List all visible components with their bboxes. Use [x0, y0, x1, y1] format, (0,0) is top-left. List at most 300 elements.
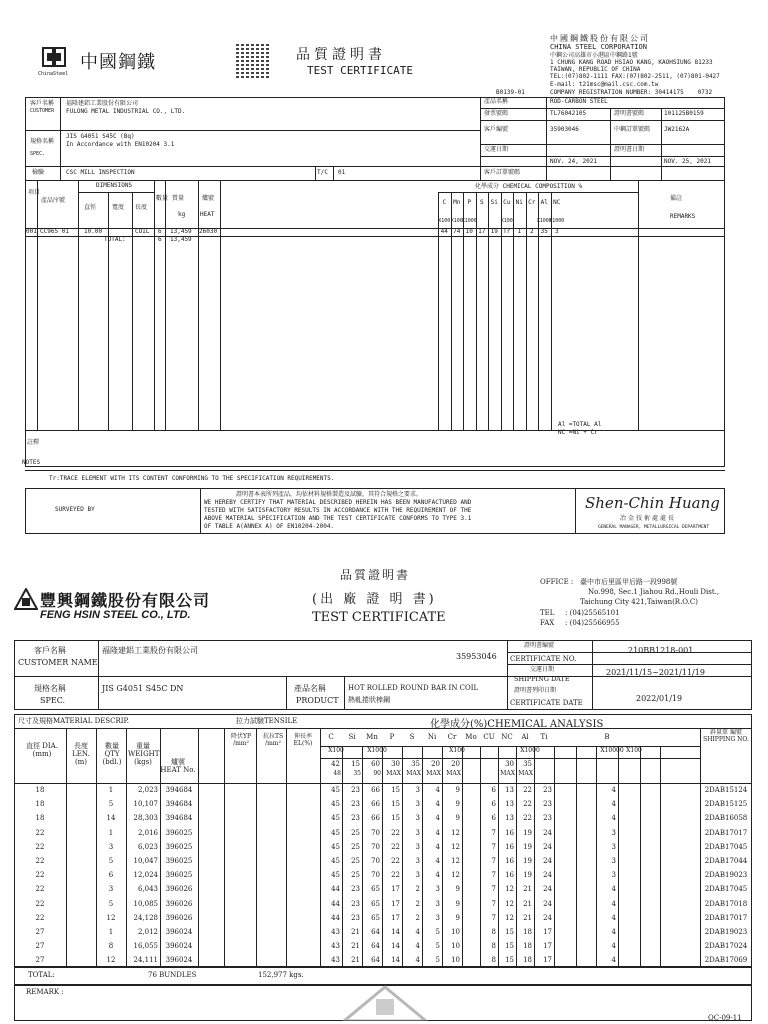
fh-row-chem-value: 24 — [543, 885, 552, 894]
fh-row-chem-value: 25 — [351, 842, 360, 851]
fh-row-ship-no: 2DAB17017 — [704, 913, 748, 922]
fh-total-bar — [14, 967, 752, 985]
fh-row-chem-value: 45 — [331, 786, 340, 794]
fh-row-chem-value: 9 — [455, 913, 460, 922]
row-product: CC965 01 — [40, 228, 69, 235]
fh-row-heat: 396026 — [165, 885, 193, 894]
fh-row-chem-value: 64 — [371, 942, 380, 951]
fh-row-ship-no: 2DAB17045 — [704, 842, 748, 851]
fh-row-chem-value: 22 — [391, 857, 400, 865]
fh-row-chem-value: 7 — [491, 913, 496, 922]
fh-row-chem-value: 15 — [391, 814, 400, 823]
fh-col-divider — [462, 746, 463, 967]
fh-row-weight: 24,111 — [133, 956, 158, 965]
fh-row-chem-value: 45 — [331, 814, 340, 823]
fh-row-chem-value: 7 — [491, 828, 496, 837]
fh-row-chem-value: 4 — [415, 942, 420, 951]
fh-chem-mult: X1000 — [520, 747, 540, 754]
fh-row-chem-value: 43 — [331, 956, 340, 965]
fh-title-zh-2: (出 廠 證 明 書) — [312, 592, 437, 607]
signature: Shen-Chin Huang — [585, 494, 720, 512]
fh-chem-limit-max: 48 — [333, 770, 341, 777]
fh-row-dia: 22 — [35, 871, 45, 880]
fh-row-chem-value: 44 — [331, 885, 340, 894]
logo-text: 中國鋼鐵 — [80, 52, 156, 73]
fh-row-chem-value: 18 — [523, 956, 532, 965]
fh-row-ship-no: 2DAB17024 — [704, 942, 748, 951]
feng-hsin-logo-icon — [14, 588, 38, 610]
fh-row-chem-value: 23 — [351, 885, 360, 894]
fh-chem-limit-max: MAX — [386, 770, 401, 777]
fh-row-chem-value: 13 — [505, 814, 514, 823]
col-chem: 化學成分 CHEMICAL COMPOSITION % — [475, 183, 583, 190]
customer-label-en: CUSTOMER — [30, 108, 55, 114]
csc-chem-col-mult: X100 — [450, 218, 463, 224]
fh-chem-col-label: Cr — [447, 733, 457, 741]
fh-row-chem-value: 12 — [505, 913, 514, 922]
inspect-value: CSC MILL INSPECTION — [66, 169, 135, 176]
cert-en-2: TESTED WITH SATISFACTORY RESULTS IN ACCORDANCE WITH THE REQUIREMENT OF THE — [204, 507, 472, 514]
fh-h-chem: 化學成分(%)CHEMICAL ANALYSIS — [430, 719, 604, 730]
fh-row-heat: 394684 — [165, 786, 193, 794]
fh-tel-label: TEL — [540, 609, 555, 617]
fh-chem-col-label: CU — [483, 733, 495, 741]
csc-chem-col-label: Si — [490, 199, 498, 206]
csc-chem-col-divider — [488, 192, 489, 430]
ship-label: 交運日期 — [484, 146, 509, 153]
fh-h-ship: 斜量單 編號 SHIPPING NO. — [703, 729, 749, 743]
fh-row-chem-value: 10 — [451, 956, 460, 965]
fh-col-divider — [660, 746, 661, 967]
row-qty: 6 — [158, 228, 162, 235]
cert-label: 證明書號碼 — [614, 110, 645, 117]
csc-chem-value: 74 — [453, 228, 461, 235]
fh-total-label: TOTAL: — [28, 971, 55, 979]
csc-chem-col-label: Cu — [503, 199, 511, 206]
cscorder-value: JW2162A — [664, 126, 690, 133]
fh-row-chem-value: 3 — [415, 814, 420, 823]
fh-row-chem-value: 22 — [391, 828, 400, 837]
fh-row-dia: 22 — [35, 913, 45, 922]
tc-label: T/C — [317, 169, 328, 176]
fh-row-chem-value: 18 — [523, 928, 532, 936]
fh-row-weight: 10,085 — [133, 899, 158, 908]
fh-row-chem-value: 15 — [505, 956, 514, 965]
fh-print-date: 2022/01/19 — [636, 694, 683, 703]
csc-chem-col-mult: X1000 — [461, 218, 477, 224]
fh-title-zh-1: 品質證明書 — [340, 568, 411, 582]
custorder-label: 客戶訂單號碼 — [484, 169, 521, 176]
fh-row-chem-value: 4 — [611, 800, 616, 809]
fh-product-label-en: PRODUCT — [296, 696, 339, 705]
fh-row-qty: 3 — [108, 842, 114, 851]
fh-row-dia: 27 — [35, 928, 45, 936]
watermark-logo-icon — [340, 985, 430, 1021]
col-length: 長度 — [135, 204, 148, 211]
fh-col-divider — [286, 728, 287, 967]
fh-row-heat: 396025 — [165, 871, 193, 880]
fh-row-heat: 396024 — [165, 956, 193, 965]
fh-row-chem-value: 3 — [435, 885, 440, 894]
fh-form-code: QC-09-11 — [708, 1014, 742, 1022]
title-zh: 品質證明書 — [296, 47, 386, 63]
fh-row-weight: 12,024 — [133, 871, 158, 880]
fh-row-chem-value: 3 — [415, 871, 420, 880]
fh-row-chem-value: 17 — [543, 942, 552, 951]
fh-row-chem-value: 45 — [331, 857, 340, 865]
address-en-2: TAIWAN, REPUBLIC OF CHINA — [550, 66, 641, 73]
fh-row-chem-value: 4 — [435, 828, 440, 837]
fh-row-chem-value: 14 — [391, 928, 400, 936]
fh-chem-col-label: S — [409, 733, 415, 741]
fh-row-chem-value: 66 — [371, 786, 380, 794]
fh-row-chem-value: 4 — [611, 786, 616, 794]
fh-row-heat: 396025 — [165, 857, 193, 865]
fh-row-chem-value: 10 — [451, 942, 460, 951]
col-heat: 爐號 — [202, 195, 215, 202]
reg-no: 30414175 — [654, 89, 684, 96]
fh-row-chem-value: 3 — [611, 857, 616, 865]
fh-ship-label-en: SHIPPING DATE — [514, 675, 570, 683]
fh-row-heat: 396024 — [165, 928, 193, 936]
fh-row-heat: 394684 — [165, 800, 193, 809]
csc-chem-value: 44 — [440, 228, 448, 235]
fh-row-chem-value: 43 — [331, 942, 340, 951]
fh-row-chem-value: 23 — [543, 800, 552, 809]
fh-row-chem-value: 9 — [455, 885, 460, 894]
fh-row-chem-value: 4 — [415, 928, 420, 936]
csc-chem-col-divider — [463, 192, 464, 430]
fh-row-qty: 6 — [108, 871, 114, 880]
fh-row-qty: 1 — [108, 928, 114, 936]
fh-row-chem-value: 66 — [371, 814, 380, 823]
fh-row-weight: 16,055 — [133, 942, 158, 951]
fh-row-ship-no: 2DAB17069 — [704, 956, 748, 965]
fh-row-chem-value: 65 — [371, 899, 380, 908]
product-value: ROD-CARBON STEEL — [550, 98, 608, 105]
fh-tel: : (04)25565101 — [565, 609, 620, 617]
fh-row-chem-value: 4 — [435, 857, 440, 865]
fh-h-qty: 數量 QTY (bdl.) — [102, 742, 122, 767]
fh-total-bundles: 76 BUNDLES — [148, 971, 197, 979]
form-no: B0139-01 — [496, 89, 525, 96]
fh-chem-col-label: Ti — [540, 733, 548, 741]
title-en: TEST CERTIFICATE — [307, 64, 413, 77]
col-product-no: 產品序號 — [41, 197, 66, 204]
fh-row-heat: 396024 — [165, 942, 193, 951]
fh-row-chem-value: 2 — [415, 913, 420, 922]
fh-row-chem-value: 14 — [391, 956, 400, 965]
csc-chem-value: Tr — [503, 228, 511, 235]
fh-row-qty: 5 — [108, 800, 114, 809]
fh-chem-mult: X100 — [626, 747, 642, 754]
fh-row-chem-value: 12 — [505, 885, 514, 894]
fh-row-chem-value: 21 — [351, 942, 360, 951]
fh-row-dia: 22 — [35, 885, 45, 894]
csc-chem-col-mult: X1000 — [536, 218, 552, 224]
csc-chem-value: 1 — [517, 228, 522, 235]
fh-row-chem-value: 24 — [543, 842, 552, 851]
fh-row-chem-value: 70 — [371, 842, 380, 851]
customer-en: FULONG METAL INDUSTRIAL CO., LTD. — [66, 108, 186, 115]
china-steel-logo-icon — [42, 46, 68, 68]
fh-row-chem-value: 21 — [351, 956, 360, 965]
fh-row-chem-value: 3 — [415, 828, 420, 837]
fh-row-qty: 8 — [108, 942, 114, 951]
fh-col-divider — [224, 728, 225, 967]
fh-row-chem-value: 19 — [523, 842, 532, 851]
csc-chem-col-label: Ni — [515, 199, 523, 206]
csc-chem-col-label: C — [442, 199, 447, 206]
fh-row-heat: 394684 — [165, 814, 193, 823]
fh-row-chem-value: 4 — [611, 928, 616, 936]
fh-row-chem-value: 4 — [435, 842, 440, 851]
fh-remark-label: REMARK : — [26, 988, 64, 996]
fh-row-chem-value: 4 — [435, 786, 440, 794]
fh-row-chem-value: 64 — [371, 928, 380, 936]
fh-cust-no: 35953046 — [456, 652, 497, 661]
email: E-mail: t21msc@mail.csc.com.tw — [550, 81, 659, 88]
fh-row-dia: 22 — [35, 828, 45, 837]
fh-row-chem-value: 22 — [523, 786, 532, 794]
fh-row-chem-value: 24 — [543, 828, 552, 837]
customer-label-zh: 客戶名稱 — [30, 100, 55, 107]
csc-chem-value: 3 — [554, 228, 559, 235]
fh-chem-limit-min: 60 — [371, 760, 380, 768]
fh-h-yp: 降伏YP /mm² — [231, 733, 251, 747]
fh-chem-limit-max: MAX — [500, 770, 515, 777]
fh-row-dia: 18 — [35, 800, 45, 809]
fh-chem-mult: X1000 — [367, 747, 387, 754]
fh-row-chem-value: 17 — [391, 899, 400, 908]
fh-row-dia: 27 — [35, 956, 45, 965]
fh-row-chem-value: 23 — [543, 814, 552, 823]
notes-zh: 註釋 — [27, 439, 40, 446]
fh-row-chem-value: 21 — [523, 913, 532, 922]
cert-en-4: OF TABLE A(ANNEX A) OF EN10204-2004. — [204, 523, 335, 530]
customer-zh: 福隆建鋁工業股份有限公司 — [66, 100, 139, 107]
fh-row-chem-value: 70 — [371, 828, 380, 837]
fh-row-chem-value: 16 — [505, 871, 514, 880]
fh-row-chem-value: 10 — [451, 928, 460, 936]
fh-row-qty: 12 — [106, 956, 116, 965]
col-dimensions: DIMENSIONS — [96, 182, 133, 189]
col-heat-en: HEAT — [200, 211, 215, 218]
fh-h-dia: 直徑 DIA. (mm) — [26, 742, 58, 759]
fh-office-en-2: Taichung City 421,Taiwan(R.O.C) — [580, 598, 698, 606]
fh-row-chem-value: 70 — [371, 857, 380, 865]
fh-row-chem-value: 13 — [505, 800, 514, 809]
company-zh: 中國鋼鐵股份有限公司 — [550, 34, 650, 43]
fh-row-chem-value: 9 — [455, 814, 460, 823]
cert-en-1: WE HEREBY CERTIFY THAT MATERIAL DESCRIBED HEREIN HAS BEEN MANUFACTURED AND — [204, 499, 472, 506]
fh-row-chem-value: 2 — [415, 899, 420, 908]
fh-row-chem-value: 7 — [491, 899, 496, 908]
fh-col-divider — [618, 746, 619, 967]
fh-row-chem-value: 12 — [451, 842, 460, 851]
cert-zh: 證明書本表所列產品，均依材料規格製造及試驗，其符合規格之要求。 — [236, 491, 423, 498]
fh-row-ship-no: 2DAB17017 — [704, 828, 748, 837]
fh-row-chem-value: 9 — [455, 786, 460, 794]
fh-row-chem-value: 17 — [543, 956, 552, 965]
fh-chem-col-label: Mo — [465, 733, 477, 741]
fh-print-label-en: CERTIFICATE DATE — [510, 699, 583, 707]
fh-row-chem-value: 4 — [611, 956, 616, 965]
fh-chem-col-label: Mn — [366, 733, 378, 741]
fh-row-ship-no: 2DAB17044 — [704, 857, 748, 865]
fh-row-qty: 3 — [108, 885, 114, 894]
col-remarks-en: REMARKS — [670, 213, 696, 220]
col-qty: 數量 — [156, 195, 169, 202]
fh-office-en-1: No.998, Sec.1 Jiahou Rd.,Houli Dist., — [588, 588, 720, 596]
fh-total-weight: 152,977 kgs. — [258, 971, 304, 979]
csc-chem-col-label: S — [479, 199, 484, 206]
fh-row-chem-value: 65 — [371, 913, 380, 922]
fh-row-chem-value: 66 — [371, 800, 380, 809]
fh-row-heat: 396026 — [165, 913, 193, 922]
fh-h-tensile: 拉力試驗TENSILE — [236, 717, 298, 725]
csc-chem-col-divider — [551, 192, 552, 430]
fh-chem-limit-min: 42 — [331, 760, 340, 768]
fh-row-chem-value: 21 — [351, 928, 360, 936]
ship-value: NOV. 24, 2021 — [550, 158, 597, 165]
fh-row-qty: 1 — [108, 828, 114, 837]
address-en-1: 1 CHUNG KANG ROAD HSIAO KANG, KAOHSIUNG 81233 — [550, 59, 713, 66]
fh-chem-limit-min: 20 — [431, 760, 440, 768]
fh-row-qty: 5 — [108, 899, 114, 908]
fh-row-chem-value: 15 — [391, 800, 400, 809]
spec-line-1: JIS G4051 S45C (Bq) — [66, 133, 135, 140]
fh-row-chem-value: 21 — [523, 899, 532, 908]
csc-chem-col-label: Mn — [453, 199, 461, 206]
fh-row-chem-value: 17 — [391, 885, 400, 894]
fh-row-chem-value: 19 — [523, 871, 532, 880]
sign-title-en: GENERAL MANAGER, METALLURGICAL DEPARTMENT — [598, 525, 710, 530]
address-zh: 中鋼公司高雄市小港區中鋼路1號 — [550, 52, 638, 59]
fh-spec-value: JIS G4051 S45C DN — [102, 684, 184, 693]
fh-row-chem-value: 45 — [331, 800, 340, 809]
fh-h-weight: 重量 WEIGHT (kgs) — [128, 742, 160, 767]
fh-row-chem-value: 23 — [351, 814, 360, 823]
fh-ship-label-zh: 交運日期 — [530, 666, 555, 673]
csc-chem-col-divider — [451, 192, 452, 430]
fh-row-chem-value: 7 — [491, 885, 496, 894]
fh-cert-no: 210BB1218-001 — [628, 646, 694, 655]
fh-col-divider — [640, 746, 641, 967]
fh-row-chem-value: 6 — [491, 814, 496, 823]
fh-row-chem-value: 21 — [523, 885, 532, 894]
spec-line-2: In Accordance with EN10204 3.1 — [66, 141, 175, 148]
fh-row-chem-value: 18 — [523, 942, 532, 951]
fh-ship-date: 2021/11/15~2021/11/19 — [606, 668, 705, 677]
fh-row-dia: 27 — [35, 942, 45, 951]
fh-row-weight: 2,016 — [137, 828, 158, 837]
csc-chem-value: 17 — [478, 228, 486, 235]
fh-customer-label-zh: 客戶名稱 — [34, 646, 66, 655]
fh-row-weight: 10,047 — [133, 857, 158, 865]
cert-en-3: ABOVE MATERIAL SPECIFICATION AND THE TEST CERTIFICATE CONFORMS TO TYPE 3.1 — [204, 515, 472, 522]
fh-row-chem-value: 5 — [435, 956, 440, 965]
fh-row-chem-value: 24 — [543, 871, 552, 880]
fh-row-chem-value: 3 — [415, 786, 420, 794]
csc-chem-value: 10 — [465, 228, 473, 235]
fh-chem-col-label: NC — [501, 733, 513, 741]
fh-row-chem-value: 12 — [451, 857, 460, 865]
row-total-label: TOTAL: — [104, 236, 126, 243]
csc-chem-col-mult: X100 — [500, 218, 513, 224]
csc-chem-col-label: P — [467, 199, 472, 206]
fh-row-heat: 396025 — [165, 828, 193, 837]
row-item: 001 — [26, 228, 37, 235]
fh-row-chem-value: 2 — [415, 885, 420, 894]
fh-row-chem-value: 3 — [611, 871, 616, 880]
fh-row-chem-value: 15 — [391, 786, 400, 794]
fh-chem-limit-min: 20 — [451, 760, 460, 768]
fh-row-chem-value: 45 — [331, 842, 340, 851]
fh-row-chem-value: 25 — [351, 857, 360, 865]
fh-row-chem-value: 43 — [331, 928, 340, 936]
fh-row-chem-value: 16 — [505, 857, 514, 865]
fh-row-dia: 18 — [35, 814, 45, 823]
fh-row-chem-value: 16 — [505, 828, 514, 837]
notes-en: NOTES — [22, 459, 41, 466]
fh-row-chem-value: 23 — [543, 786, 552, 794]
fh-row-chem-value: 5 — [435, 928, 440, 936]
fh-cert-no-label-en: CERTIFICATE NO. — [510, 655, 577, 663]
fh-chem-col-label: Si — [348, 733, 356, 741]
fh-row-weight: 6,043 — [137, 885, 158, 894]
fh-row-chem-value: 9 — [455, 800, 460, 809]
fh-row-chem-value: 4 — [415, 956, 420, 965]
row-length: COIL — [135, 228, 150, 235]
fh-row-chem-value: 23 — [351, 899, 360, 908]
fh-row-chem-value: 25 — [351, 828, 360, 837]
reg-suffix: 0732 — [697, 89, 713, 96]
fh-row-chem-value: 45 — [331, 871, 340, 880]
fh-chem-limit-min: 35 — [523, 760, 532, 768]
fh-row-chem-value: 12 — [451, 871, 460, 880]
note-al: Al =TOTAL Al — [558, 421, 602, 428]
csc-chem-col-label: Cr — [528, 199, 536, 206]
fh-row-chem-value: 13 — [505, 786, 514, 794]
fh-row-qty: 12 — [106, 913, 116, 922]
col-mass-unit: kg — [178, 211, 186, 218]
fh-spec-label-zh: 規格名稱 — [34, 684, 66, 693]
fh-row-ship-no: 2DAB19023 — [704, 871, 748, 880]
custno-value: 35903046 — [550, 126, 579, 133]
fh-row-qty: 5 — [108, 857, 114, 865]
fh-row-weight: 2,023 — [137, 786, 158, 794]
fh-row-chem-value: 9 — [455, 899, 460, 908]
notes-text: Tr:TRACE ELEMENT WITH ITS CONTENT CONFORMING TO THE SPECIFICATION REQUIREMENTS. — [49, 475, 335, 482]
csc-chem-col-divider — [513, 192, 514, 430]
fh-row-chem-value: 22 — [523, 814, 532, 823]
fh-row-weight: 6,023 — [137, 842, 158, 851]
fh-row-ship-no: 2DAB17018 — [704, 899, 748, 908]
fh-row-chem-value: 19 — [523, 857, 532, 865]
fh-row-chem-value: 3 — [415, 842, 420, 851]
fh-row-chem-value: 8 — [491, 942, 496, 951]
fh-row-chem-value: 70 — [371, 871, 380, 880]
csc-chem-col-divider — [438, 192, 439, 430]
col-mass: 質量 — [172, 195, 185, 202]
invoice-label: 發票號碼 — [484, 110, 509, 117]
cscorder-label: 中鋼訂單號碼 — [614, 126, 651, 133]
fh-chem-col-label: P — [389, 733, 395, 741]
fh-chem-mult: X10000 — [600, 747, 624, 754]
fh-customer-label-en: CUSTOMER NAME — [18, 658, 98, 667]
fh-row-heat: 396025 — [165, 842, 193, 851]
